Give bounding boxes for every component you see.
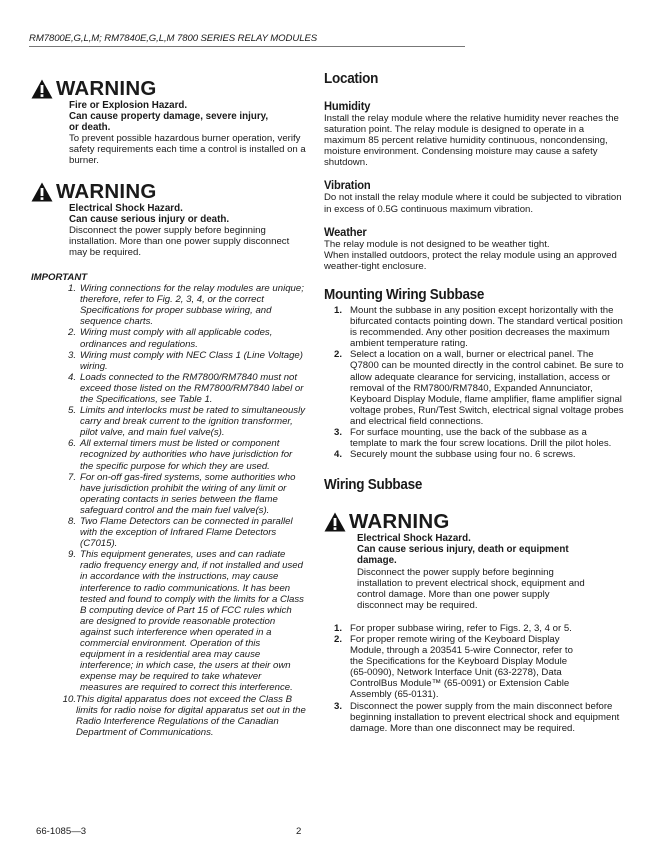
list-item xyxy=(59,694,306,738)
vibration-text: Do not install the relay module where it could be subjected to vibration in excess of 0.5G continuous maximum vibration. xyxy=(324,192,622,215)
item-number: 1. xyxy=(67,283,76,295)
item-text: For proper subbase wiring, refer to Figs. 2, 3, 4 or 5. xyxy=(350,622,572,634)
list-item xyxy=(324,623,624,634)
mounting-steps xyxy=(324,305,624,460)
list-item xyxy=(63,283,306,327)
list-item xyxy=(324,701,624,734)
item-text: Wiring connections for the relay modules are unique; therefore, refer to Fig. 2, 3, 4, or the correct Specifications for proper subbase wiring, and sequence charts. xyxy=(80,283,304,328)
warning-consequence: Can cause serious injury, death or equipment xyxy=(357,544,569,556)
item-number: 10. xyxy=(62,693,76,705)
item-number: 5. xyxy=(67,405,76,417)
list-item xyxy=(63,405,306,438)
warning-title: WARNING xyxy=(56,179,157,203)
item-text: Securely mount the subbase using four no. 6 screws. xyxy=(350,449,576,461)
item-number: 3. xyxy=(333,700,342,712)
list-item xyxy=(324,305,624,349)
item-number: 1. xyxy=(333,622,342,634)
warning-title: WARNING xyxy=(56,77,157,100)
warning-consequence: Can cause serious injury or death. xyxy=(69,213,230,225)
warning-consequence-cont: or death. xyxy=(69,122,111,134)
warning-title: WARNING xyxy=(349,510,450,534)
item-text: Loads connected to the RM7800/RM7840 must not exceed those listed on the RM7800/RM7840 label or the Specifications, see Table 1. xyxy=(80,371,304,405)
item-text: For surface mounting, use the back of the subbase as a template to mark the four screw locations. Drill the pilot holes. xyxy=(350,426,612,450)
warning-consequence: Can cause property damage, severe injury, xyxy=(69,111,269,123)
list-item xyxy=(63,516,306,549)
warning-hazard: Electrical Shock Hazard. xyxy=(69,202,183,214)
item-number: 4. xyxy=(333,449,342,461)
important-list xyxy=(31,283,306,738)
item-text: All external timers must be listed or component recognized by authorities who have jurisdiction for the specific purpose for which they are used. xyxy=(80,438,293,472)
warning-text: To prevent possible hazardous burner operation, verify safety requirements each time a control is installed on a burner. xyxy=(69,133,306,167)
list-item xyxy=(63,372,306,405)
right-column xyxy=(324,70,624,734)
warning-consequence-cont: damage. xyxy=(357,555,397,567)
list-item xyxy=(63,327,306,349)
subheading-humidity: Humidity xyxy=(324,99,371,113)
item-number: 4. xyxy=(67,371,76,383)
list-item xyxy=(324,349,624,427)
item-text: Disconnect the power supply from the main disconnect before beginning installation to prevent electrical shock and equipment damage. More than one disconnect may be required. xyxy=(350,700,620,734)
page-number: 2 xyxy=(296,826,302,837)
item-number: 3. xyxy=(67,349,76,361)
item-text: This digital apparatus does not exceed the Class B limits for radio noise for digital apparatus set out in the Radio Interference Regulations of the Canadian Department of Communications. xyxy=(76,693,306,738)
humidity-text: Install the relay module where the relative humidity never reaches the saturation point. The relay module is designed to operate in a maximum 85 percent relative humidity continuous, noncondensing, moisture environment. Condensing moisture may cause a safety shutdown. xyxy=(324,113,619,169)
warning-fire-explosion xyxy=(31,78,306,167)
subheading-vibration: Vibration xyxy=(324,178,371,193)
wiring-steps xyxy=(324,623,624,734)
section-heading-wiring: Wiring Subbase xyxy=(324,476,423,494)
list-item xyxy=(324,427,624,449)
warning-text: Disconnect the power supply before beginning installation to prevent electrical shock, equipment and control damage. More than one power supply disconnect may be required. xyxy=(357,566,585,611)
item-number: 2. xyxy=(333,634,342,645)
item-text: For proper remote wiring of the Keyboard Display Module, through a 203541 5-wire Connector, refer to the Specifications for the Keyboard Display Module (65-0090), Network Interface Unit (63-2278), Data ControlBus Module™ (65-0091) or Extension Cable Assembly (65-0131). xyxy=(350,634,573,701)
list-item xyxy=(63,549,306,693)
item-number: 7. xyxy=(67,471,76,483)
item-text: Wiring must comply with NEC Class 1 (Line Voltage) wiring. xyxy=(80,349,303,372)
warning-electrical-shock xyxy=(31,181,306,258)
item-text: Select a location on a wall, burner or electrical panel. The Q7800 can be mounted directly in the control cabinet. Be sure to allow adequate clearance for servicing, installation, access or removal of the RM7800/RM7840, Expanded Annunciator, Keyboard Display Module, flame amplifier, flame amplifier signal voltage probes, Run/Test Switch, electrical signal voltage probes and electrical field connections. xyxy=(350,349,624,427)
warning-hazard: Fire or Explosion Hazard. xyxy=(69,100,188,111)
warning-triangle-icon xyxy=(31,79,53,99)
item-text: Two Flame Detectors can be connected in parallel with the exception of Infrared Flame Detectors (C7015). xyxy=(80,516,293,550)
item-text: Limits and interlocks must be rated to simultaneously carry and break current to the ignition transformer, pilot valve, and main fuel valve(s). xyxy=(80,405,306,439)
section-heading-location: Location xyxy=(324,70,379,87)
important-heading: IMPORTANT xyxy=(31,272,88,284)
weather-text: The relay module is not designed to be weather tight. xyxy=(324,238,550,250)
list-item xyxy=(324,634,624,701)
item-text: This equipment generates, uses and can radiate radio frequency energy and, if not installed and used in accordance with the instructions, may cause interference to radio communications. It has been tested and found to comply with the limits for a Class B computing device of Part 15 of FCC rules which are designed to provide reasonable protection against such interference when operated in a commercial environment. Operation of this equipment in a residential area may cause interference; in which case, the users at their own expense may be required to take whatever measures are required to correct this interference. xyxy=(80,549,304,694)
list-item xyxy=(324,449,624,460)
warning-triangle-icon xyxy=(31,182,53,202)
item-number: 8. xyxy=(67,516,76,527)
item-number: 9. xyxy=(67,549,76,561)
item-number: 3. xyxy=(333,426,342,438)
item-number: 2. xyxy=(333,349,342,361)
item-number: 1. xyxy=(333,304,342,316)
section-heading-mounting: Mounting Wiring Subbase xyxy=(324,285,485,303)
list-item xyxy=(63,472,306,516)
header-rule xyxy=(29,46,465,47)
running-header: RM7800E,G,L,M; RM7840E,G,L,M 7800 SERIES RELAY MODULES xyxy=(29,33,318,44)
left-column xyxy=(31,78,306,738)
warning-text: Disconnect the power supply before beginning installation. More than one power supply disconnect may be required. xyxy=(69,224,290,258)
list-item xyxy=(63,438,306,471)
item-text: Mount the subbase in any position except horizontally with the bifurcated contacts pointing down. The standard vertical position is recommended. Any other position decreases the maximum ambient temperature rating. xyxy=(350,304,623,350)
item-number: 2. xyxy=(67,327,76,339)
document-number: 66-1085—3 xyxy=(36,826,87,837)
subheading-weather: Weather xyxy=(324,224,367,239)
warning-hazard: Electrical Shock Hazard. xyxy=(357,533,471,545)
warning-wiring-shock xyxy=(324,511,624,611)
item-text: For on-off gas-fired systems, some authorities who have jurisdiction prohibit the wiring of any limit or operating contacts in series between the flame safeguard control and the main fuel valve(s). xyxy=(80,471,296,516)
list-item xyxy=(63,350,306,372)
warning-triangle-icon xyxy=(324,512,346,532)
item-number: 6. xyxy=(67,438,76,450)
item-text: Wiring must comply with all applicable codes, ordinances and regulations. xyxy=(80,327,273,350)
weather-text-2: When installed outdoors, protect the relay module using an approved weather-tight enclosure. xyxy=(324,249,617,272)
